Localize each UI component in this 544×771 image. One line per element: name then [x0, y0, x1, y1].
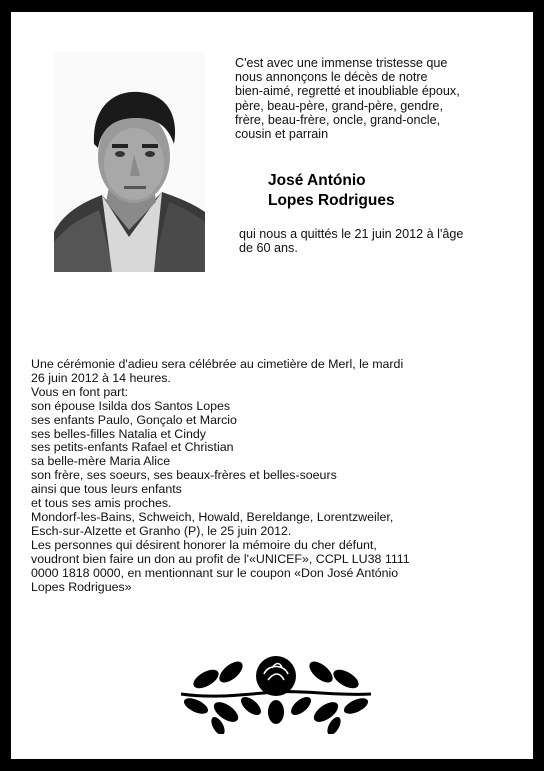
body-line: 26 juin 2012 à 14 heures.: [31, 370, 171, 385]
departure-line: qui nous a quittés le 21 juin 2012 à l'âge: [239, 227, 464, 241]
body-line: Une cérémonie d'adieu sera célébrée au cimetière de Merl, le mardi: [31, 357, 404, 371]
body-line: Les personnes qui désirent honorer la mémoire du cher défunt,: [31, 537, 377, 552]
obituary-page: [11, 12, 533, 759]
intro-paragraph: [235, 56, 495, 141]
departure-statement: [239, 227, 463, 255]
body-line: ses belles-filles Natalia et Cindy: [31, 426, 206, 441]
body-line: Lopes Rodrigues»: [31, 579, 132, 594]
intro-line: cousin et parrain: [235, 127, 329, 142]
portrait-photo: [54, 52, 205, 272]
departure-line: de 60 ans.: [239, 241, 298, 256]
intro-line: C'est avec une immense tristesse que: [235, 56, 448, 70]
body-line: sa belle-mère Maria Alice: [31, 454, 171, 469]
intro-line: bien-aimé, regretté et inoubliable époux,: [235, 84, 460, 99]
ceremony-and-family-text: [31, 358, 511, 594]
body-line: et tous ses amis proches.: [31, 496, 172, 511]
body-line: son épouse Isilda dos Santos Lopes: [31, 398, 231, 413]
body-line: ses enfants Paulo, Gonçalo et Marcio: [31, 412, 237, 427]
intro-line: frère, beau-frère, oncle, grand-oncle,: [235, 112, 441, 127]
name-line-last: Lopes Rodrigues: [268, 192, 395, 209]
intro-line: nous annonçons le décès de notre: [235, 70, 428, 85]
body-line: ses petits-enfants Rafael et Christian: [31, 440, 234, 455]
name-line-first: José António: [268, 172, 366, 189]
body-line: ainsi que tous leurs enfants: [31, 482, 182, 497]
deceased-name: [268, 171, 395, 211]
body-line: son frère, ses soeurs, ses beaux-frères et belles-soeurs: [31, 468, 337, 483]
body-line: Esch-sur-Alzette et Granho (P), le 25 juin 2012.: [31, 523, 292, 538]
intro-line: père, beau-père, grand-père, gendre,: [235, 98, 443, 113]
rose-ornament-icon: [176, 644, 376, 734]
body-line: Vous en font part:: [31, 384, 129, 399]
portrait-illustration: [54, 52, 205, 272]
body-line: 0000 1818 0000, en mentionnant sur le coupon «Don José António: [31, 565, 399, 580]
body-line: voudront bien faire un don au profit de l'«UNICEF», CCPL LU38 1111: [31, 551, 410, 566]
body-line: Mondorf-les-Bains, Schweich, Howald, Bereldange, Lorentzweiler,: [31, 509, 394, 524]
